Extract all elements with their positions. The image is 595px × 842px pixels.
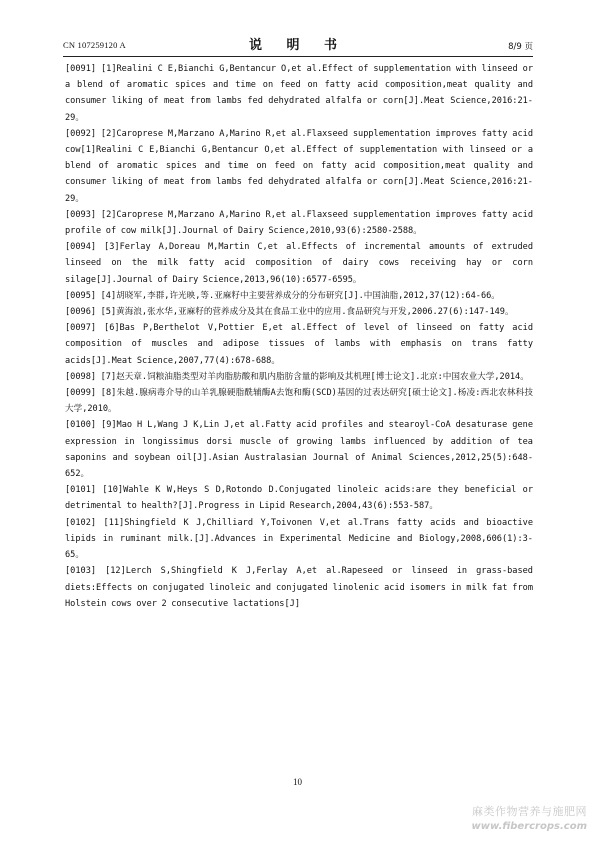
watermark-site-name: 麻类作物营养与施肥网 (472, 805, 587, 818)
paragraph-0093 (65, 207, 533, 239)
paragraph-number: [0092] (65, 128, 97, 139)
paragraph-number: [0095] (65, 290, 97, 301)
paragraph-0095 (65, 288, 533, 304)
patent-number: CN 107259120 A (63, 40, 126, 50)
paragraph-0092 (65, 126, 533, 207)
paragraph-number: [0100] (65, 420, 97, 431)
paragraph-0097 (65, 320, 533, 369)
page-reference: 8/9 页 (508, 42, 533, 52)
site-watermark (472, 803, 587, 832)
document-title: 说 明 书 (248, 38, 348, 53)
paragraph-text: [8]朱越.腺病毒介导的山羊乳腺硬脂酰辅酶A去饱和酶(SCD)基因的过表达研究[硕士论文].杨凌:西北农林科技大学,2010。 (65, 388, 533, 415)
paragraph-text: [11]Shingfield K J,Chilliard Y,Toivonen V,et al.Trans fatty acids and bioactive lipids in ruminant milk.[J].Advances in Experimental Medicine and Biology,2008,606(1):3-65。 (65, 517, 533, 561)
paragraph-text: [3]Ferlay A,Doreau M,Martin C,et al.Effects of incremental amounts of extruded linseed on the milk fatty acid composition of dairy cows receiving hay or corn silage[J].Journal of Dairy Science,2013,96(10):6577-6595。 (65, 242, 533, 285)
paragraph-text: [10]Wahle K W,Heys S D,Rotondo D.Conjugated linoleic acids:are they beneficial or detrimental to health?[J].Progress in Lipid Research,2004,43(6):553-587。 (65, 485, 533, 512)
paragraph-number: [0098] (65, 371, 97, 382)
watermark-url: www.fibercrops.com (471, 821, 587, 832)
paragraph-number: [0091] (65, 64, 97, 74)
page-header (63, 34, 533, 56)
paragraph-number: [0102] (65, 517, 97, 528)
paragraph-number: [0101] (65, 485, 97, 496)
paragraph-0103 (65, 563, 533, 612)
paragraph-0091 (65, 61, 533, 126)
page-number: 10 (293, 777, 302, 787)
paragraph-text: [12]Lerch S,Shingfield K J,Ferlay A,et al.Rapeseed or linseed in grass-based diets:Effects on conjugated linoleic and conjugated linolenic acid isomers in milk fat from Holstein cows over 2 consecutive lactations[J] (65, 566, 533, 609)
paragraph-number: [0097] (65, 323, 97, 334)
paragraph-text: [1]Realini C E,Bianchi G,Bentancur O,et al.Effect of supplementation with linseed or a blend of aromatic spices and time on feed on fatty acid composition,meat quality and consumer liking of meat from lambs fed dehydrated alfalfa or corn[J].Meat Science,2016:21-29。 (65, 64, 533, 123)
paragraph-text: [5]黄海浪,张水华,亚麻籽的营养成分及其在食品工业中的应用.食品研究与开发,2006.27(6):147-149。 (100, 307, 514, 318)
paragraph-text: [2]Caroprese M,Marzano A,Marino R,et al.Flaxseed supplementation improves fatty acid cow[1]Realini C E,Bianchi G,Bentancur O,et al.Effect of supplementation with linseed or a blend of aromatic spices and time on feed on fatty acid composition,meat quality and consumer liking of meat from lambs fed dehydrated alfalfa or corn[J].Meat Science,2016:21-29。 (65, 128, 533, 204)
document-body (65, 61, 533, 612)
paragraph-text: [7]赵天章.饲粮油脂类型对羊肉脂肪酸和肌内脂肪含量的影响及其机理[博士论文].北京:中国农业大学,2014。 (100, 371, 529, 382)
paragraph-text: [4]胡晓军,李群,许光映,等.亚麻籽中主要营养成分的分布研究[J].中国油脂,2012,37(12):64-66。 (100, 290, 500, 301)
paragraph-number: [0094] (65, 242, 97, 253)
paragraph-0098 (65, 369, 533, 385)
paragraph-number: [0103] (65, 566, 97, 577)
paragraph-0100 (65, 417, 533, 482)
paragraph-0094 (65, 239, 533, 288)
paragraph-0099 (65, 385, 533, 417)
paragraph-0101 (65, 482, 533, 514)
paragraph-number: [0099] (65, 388, 97, 399)
paragraph-0096 (65, 304, 533, 320)
paragraph-number: [0096] (65, 307, 97, 318)
paragraph-text: [6]Bas P,Berthelot V,Pottier E,et al.Effect of level of linseed on fatty acid composition of muscles and adipose tissues of lambs with emphasis on trans fatty acids[J].Meat Science,2007,77(4):678-688。 (65, 323, 534, 366)
paragraph-0102 (65, 515, 533, 564)
paragraph-text: [2]Caroprese M,Marzano A,Marino R,et al.Flaxseed supplementation improves fatty acid profile of cow milk[J].Journal of Dairy Science,2010,93(6):2580-2588。 (65, 209, 533, 237)
header-divider (63, 56, 533, 57)
paragraph-number: [0093] (65, 209, 97, 220)
paragraph-text: [9]Mao H L,Wang J K,Lin J,et al.Fatty acid profiles and stearoyl-CoA desaturase gene expression in longissimus dorsi muscle of growing lambs influenced by addition of tea saponins and soybean oil[J].Asian Australasian Journal of Animal Sciences,2012,25(5):648-652。 (65, 420, 534, 480)
